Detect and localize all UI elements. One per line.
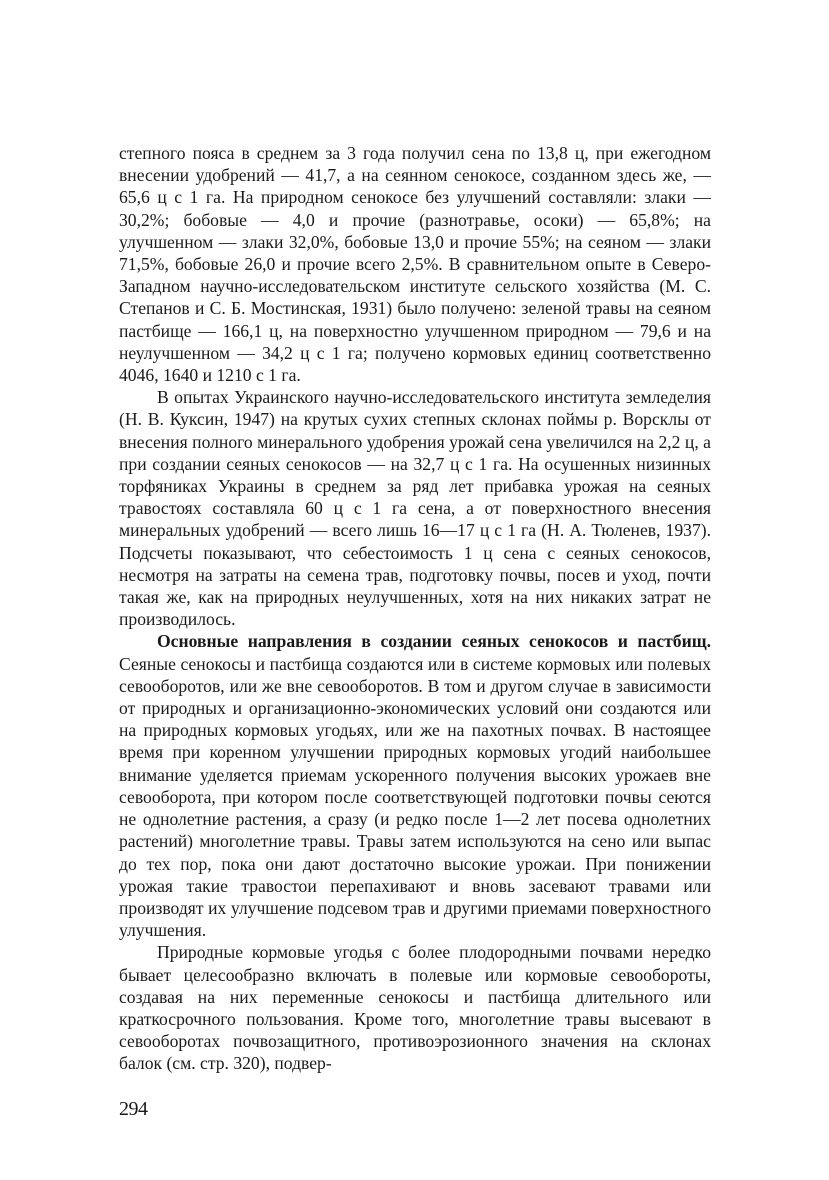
paragraph-4-text: Природные кормовые угодья с более плодородными почвами нередко бывает целесообразно включать в полевые или кормовые севообороты, создавая на них переменные сенокосы и пастбища длительного или краткосрочного пользования. Кроме того, многолетние травы высевают в севооборотах почвозащитного, противоэрозионного значения на склонах балок (см. стр. 320), подвер- [119, 942, 711, 1074]
page-body [119, 142, 711, 1075]
paragraph-3 [119, 630, 711, 941]
paragraph-4 [119, 941, 711, 1074]
section-heading: Основные направления в создании сеяных сенокосов и пастбищ. [157, 631, 711, 652]
paragraph-2 [119, 386, 711, 630]
page-number: 294 [119, 1098, 148, 1120]
paragraph-2-text: В опытах Украинского научно-исследовательского института земледелия (Н. В. Куксин, 1947) на крутых сухих степных склонах поймы р. Ворсклы от внесения полного минерального удобрения урожай сена увеличился на 2,2 ц, а при создании сеяных сенокосов — на 32,7 ц с 1 га. На осушенных низинных торфяниках Украины в среднем за ряд лет прибавка урожая на сеяных травостоях составляла 60 ц с 1 га сена, а от поверхностного внесения минеральных удобрений — всего лишь 16—17 ц с 1 га (Н. А. Тюленев, 1937). Подсчеты показывают, что себестоимость 1 ц сена с сеяных сенокосов, несмотря на затраты на семена трав, подготовку почвы, посев и уход, почти такая же, как на природных неулучшенных, хотя на них никаких затрат не производилось. [119, 387, 711, 630]
paragraph-1 [119, 142, 711, 386]
paragraph-3-text: Сеяные сенокосы и пастбища создаются или в системе кормовых или полевых севооборотов, или же вне севооборотов. В том и другом случае в зависимости от природных и организационно-экономических условий они создаются или на природных кормовых угодьях, или же на пахотных почвах. В настоящее время при коренном улучшении природных кормовых угодий наибольшее внимание уделяется приемам ускоренного получения высоких урожаев вне севооборота, при котором после соответствующей подготовки почвы сеются не однолетние растения, а сразу (и редко после 1—2 лет посева однолетних растений) многолетние травы. Травы затем используются на сено или выпас до тех пор, пока они дают достаточно высокие урожаи. При понижении урожая такие травостои перепахивают и вновь засевают травами или производят их улучшение подсевом трав и другими приемами поверхностного улучшения. [119, 653, 711, 941]
paragraph-1-text: степного пояса в среднем за 3 года получил сена по 13,8 ц, при ежегодном внесении удобрений — 41,7, а на сеянном сенокосе, созданном здесь же, — 65,6 ц с 1 га. На природном сенокосе без улучшений составляли: злаки — 30,2%; бобовые — 4,0 и прочие (разнотравье, осоки) — 65,8%; на улучшенном — злаки 32,0%, бобовые 13,0 и прочие 55%; на сеяном — злаки 71,5%, бобовые 26,0 и прочие всего 2,5%. В сравнительном опыте в Северо-Западном научно-исследовательском институте сельского хозяйства (М. С. Степанов и С. Б. Мостинская, 1931) было получено: зеленой травы на сеяном пастбище — 166,1 ц, на поверхностно улучшенном природном — 79,6 и на неулучшенном — 34,2 ц с 1 га; получено кормовых единиц соответственно 4046, 1640 и 1210 с 1 га. [119, 143, 711, 386]
